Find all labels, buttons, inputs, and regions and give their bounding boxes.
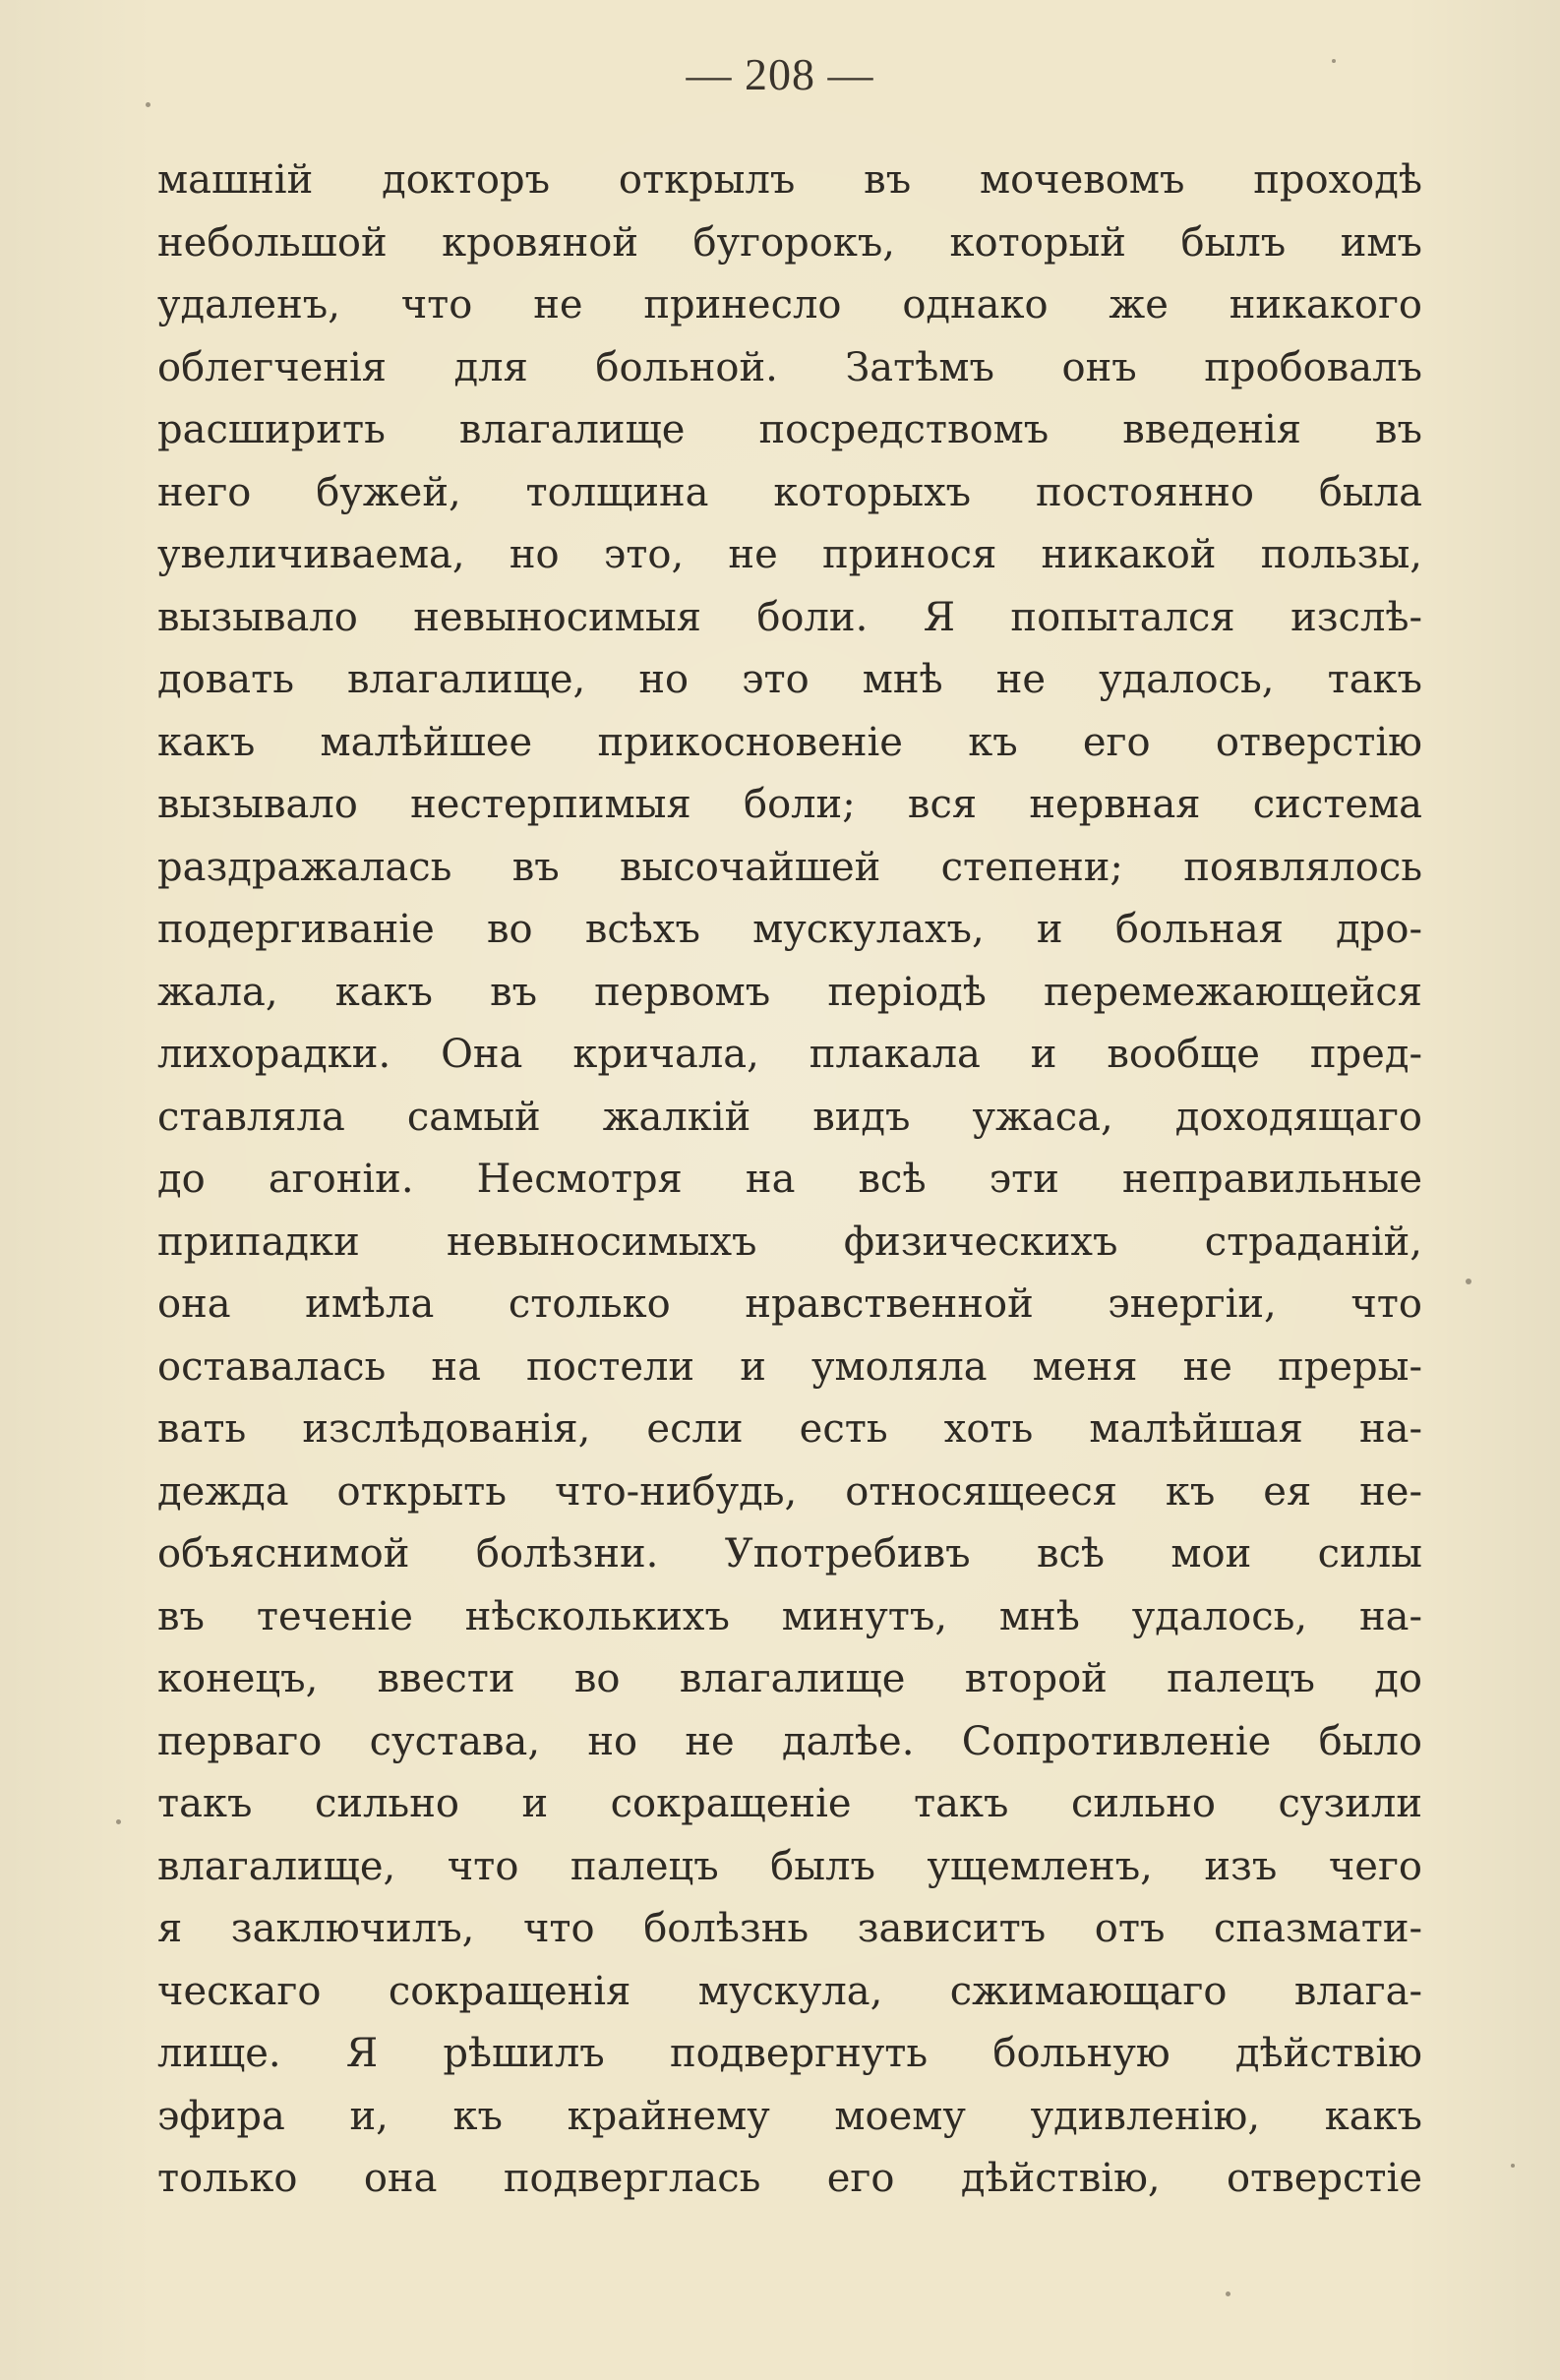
text-line: ставляла самый жалкій видъ ужаса, доходящаго (157, 1094, 1422, 1140)
text-line: раздражалась въ высочайшей степени; появлялось (157, 844, 1422, 890)
text-line: эфира и, къ крайнему моему удивленію, какъ (157, 2093, 1422, 2139)
text-line: я заключилъ, что болѣзнь зависитъ отъ спазмати- (157, 1906, 1422, 1951)
text-line: облегченія для больной. Затѣмъ онъ пробовалъ (157, 344, 1422, 390)
text-line: до агоніи. Несмотря на всѣ эти неправильные (157, 1157, 1422, 1202)
text-line: довать влагалище, но это мнѣ не удалось, такъ (157, 657, 1422, 702)
paper-speck (1332, 59, 1336, 63)
text-line: перваго сустава, но не далѣе. Сопротивленіе было (157, 1718, 1422, 1764)
text-line: она имѣла столько нравственной энергіи, что (157, 1281, 1422, 1327)
text-line: удаленъ, что не принесло однако же никакого (157, 282, 1422, 327)
text-line: объяснимой болѣзни. Употребивъ всѣ мои силы (157, 1531, 1422, 1577)
text-line: подергиваніе во всѣхъ мускулахъ, и больная дро- (157, 907, 1422, 952)
text-line: расширить влагалище посредствомъ введенія въ (157, 407, 1422, 452)
text-line: вать изслѣдованія, если есть хоть малѣйшая на- (157, 1406, 1422, 1452)
text-line: лихорадки. Она кричала, плакала и вообще пред- (157, 1032, 1422, 1077)
paper-speck (1466, 1279, 1471, 1284)
paper-speck (1511, 2164, 1515, 2168)
text-line: въ теченіе нѣсколькихъ минутъ, мнѣ удалось, на- (157, 1593, 1422, 1639)
text-line: него бужей, толщина которыхъ постоянно была (157, 469, 1422, 515)
text-line: дежда открыть что-нибудь, относящееся къ ея не- (157, 1468, 1422, 1515)
paper-speck (146, 102, 150, 107)
text-line: только она подверглась его дѣйствію, отверстіе (157, 2156, 1422, 2201)
text-line: оставалась на постели и умоляла меня не преры- (157, 1343, 1422, 1390)
paper-speck (116, 1819, 121, 1824)
text-line: небольшой кровяной бугорокъ, который былъ имъ (157, 219, 1422, 266)
text-line: вызывало нестерпимыя боли; вся нервная система (157, 782, 1422, 827)
text-line: ческаго сокращенія мускула, сжимающаго влага- (157, 1968, 1422, 2014)
text-line: увеличиваема, но это, не принося никакой пользы, (157, 532, 1422, 577)
text-line: лище. Я рѣшилъ подвергнуть больную дѣйствію (157, 2031, 1422, 2076)
paper-speck (1226, 2291, 1230, 2296)
text-line: конецъ, ввести во влагалище второй палецъ до (157, 1656, 1422, 1701)
body-text (157, 149, 1422, 2211)
text-line: влагалище, что палецъ былъ ущемленъ, изъ чего (157, 1843, 1422, 1889)
page-number: — 208 — (686, 49, 874, 99)
text-line: вызывало невыносимыя боли. Я попытался изслѣ- (157, 594, 1422, 640)
text-line: припадки невыносимыхъ физическихъ страданій, (157, 1219, 1422, 1265)
text-line: машній докторъ открылъ въ мочевомъ проходѣ (157, 157, 1422, 203)
text-line: жала, какъ въ первомъ періодѣ перемежающейся (157, 969, 1422, 1015)
text-line: такъ сильно и сокращеніе такъ сильно сузили (157, 1781, 1422, 1826)
text-line: какъ малѣйшее прикосновеніе къ его отверстію (157, 719, 1422, 765)
